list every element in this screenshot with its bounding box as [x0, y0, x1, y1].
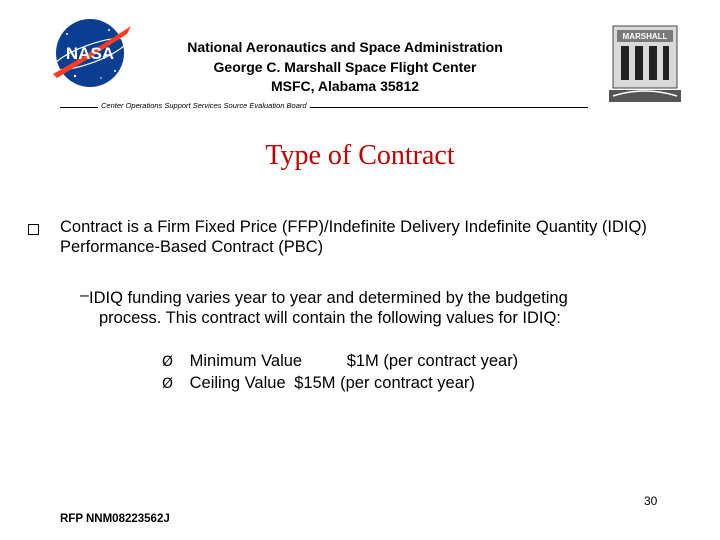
nasa-logo	[45, 16, 135, 90]
bullet-level-2	[89, 289, 699, 328]
level-3-item	[162, 352, 518, 371]
marshall-logo-text: MARSHALL	[622, 32, 668, 41]
header-line-2: George C. Marshall Space Flight Center	[213, 58, 477, 75]
bullet-level-1: Contract is a Firm Fixed Price (FFP)/Indefinite Delivery Indefinite Quantity (IDIQ) Performance-Based Contract (PBC)	[60, 218, 647, 256]
ceiling-value-label: Ceiling Value	[189, 374, 286, 392]
bullet-level-2-line-2: process. This contract will contain the following values for IDIQ:	[99, 308, 561, 327]
header-block	[140, 38, 550, 97]
level-3-item	[162, 374, 475, 393]
slide-title: Type of Contract	[265, 140, 455, 171]
marshall-logo	[605, 20, 685, 112]
square-bullet-icon	[28, 224, 39, 235]
bullet-level-2-line-1: IDIQ funding varies year to year and determined by the budgeting	[89, 289, 568, 307]
minimum-value-amount: $1M (per contract year)	[346, 352, 519, 370]
nasa-logo-text: NASA	[65, 44, 115, 63]
rfp-number: RFP NNM08223562J	[60, 513, 170, 525]
page-number: 30	[644, 494, 658, 508]
board-label: Center Operations Support Services Source Evaluation Board	[98, 101, 310, 110]
dash-bullet: –	[80, 287, 89, 304]
arrow-bullet-icon: Ø	[162, 354, 174, 370]
header-line-1: National Aeronautics and Space Administration	[187, 39, 503, 55]
header-line-3: MSFC, Alabama 35812	[270, 78, 420, 94]
minimum-value-label: Minimum Value	[189, 352, 303, 370]
arrow-bullet-icon: Ø	[162, 376, 174, 392]
ceiling-value-amount: $15M (per contract year)	[294, 374, 475, 392]
